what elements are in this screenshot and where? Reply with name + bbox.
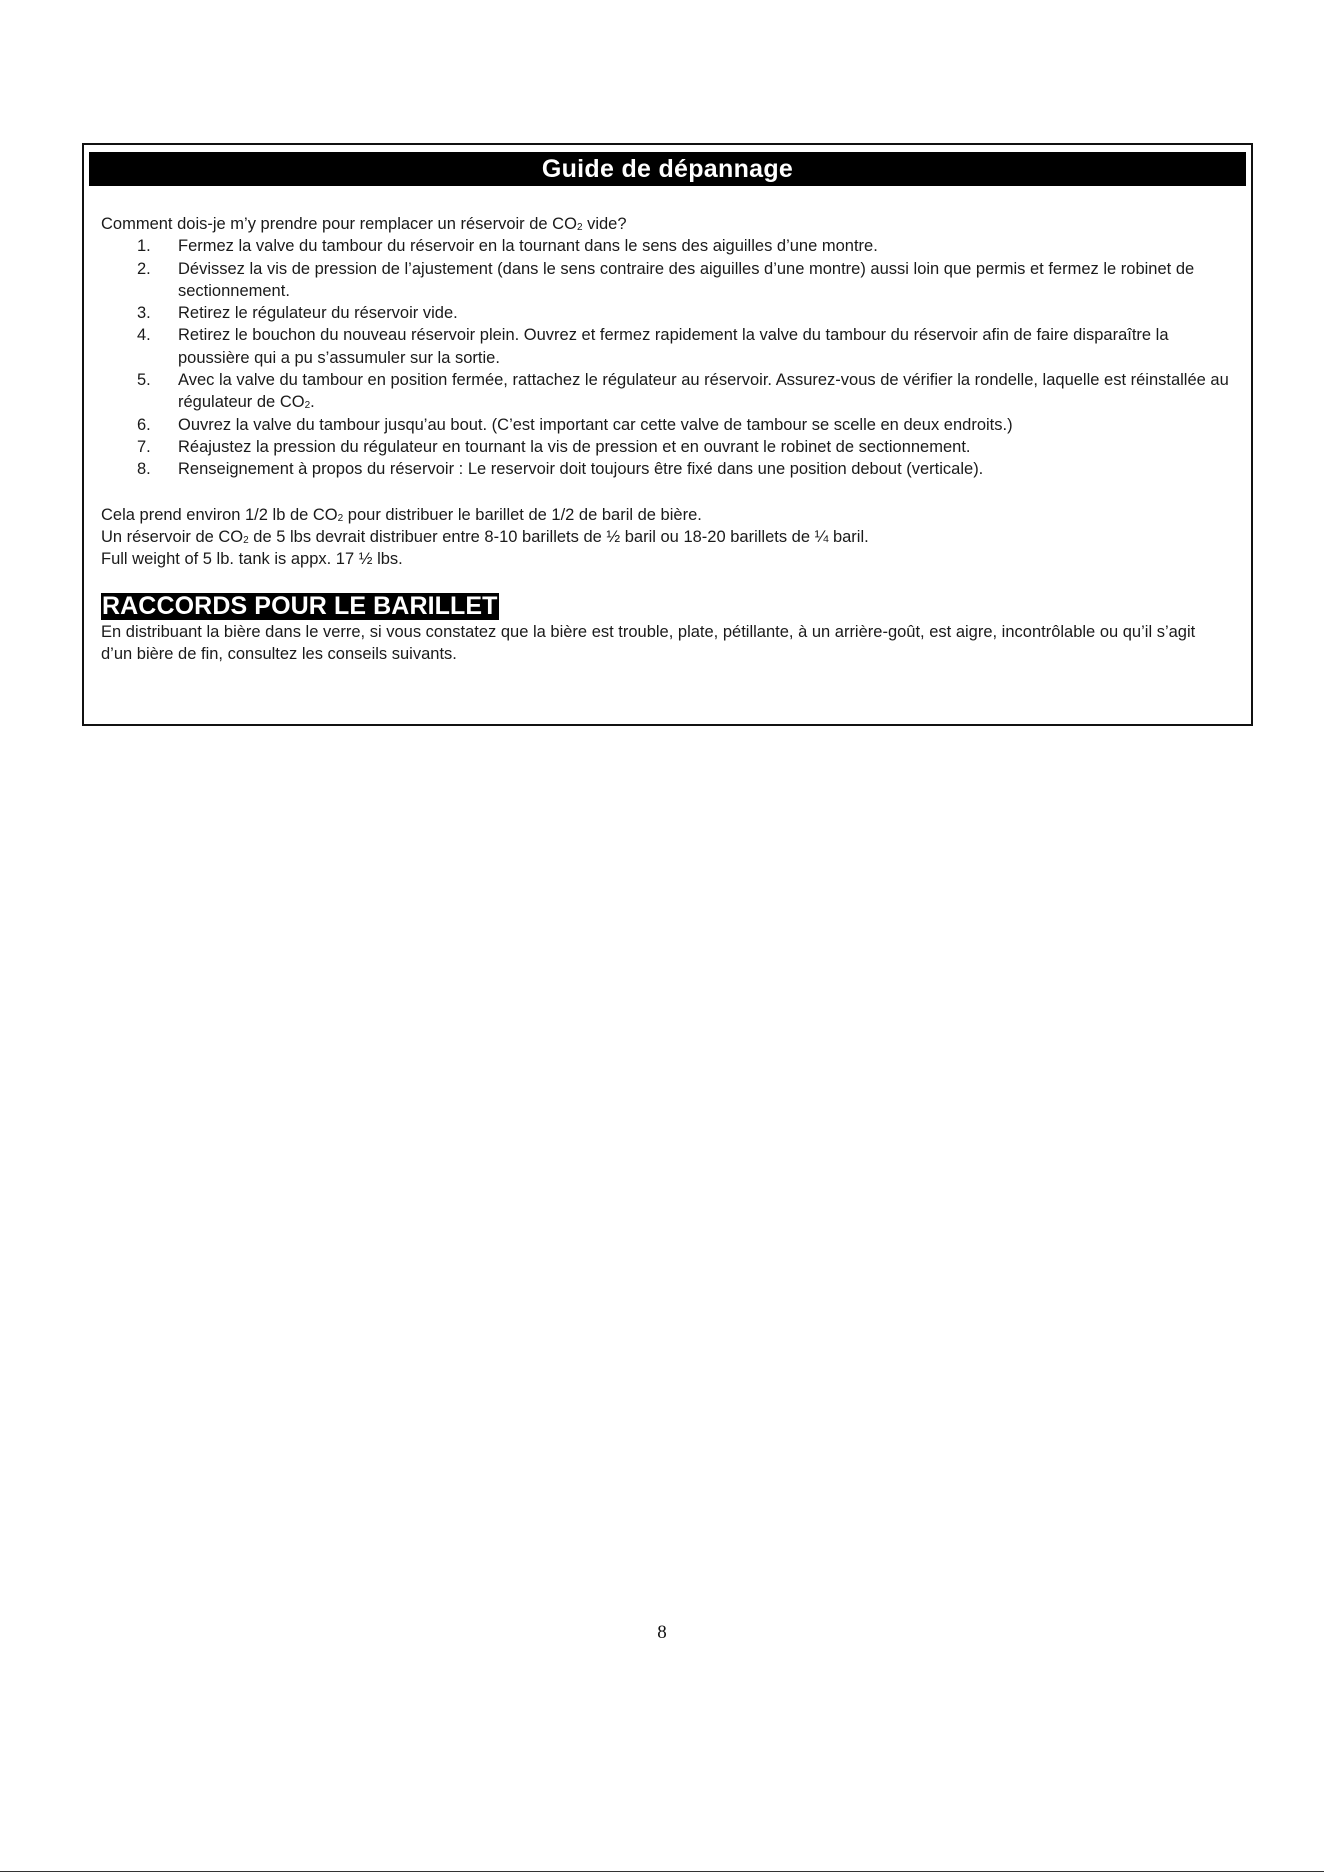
step-text: Retirez le régulateur du réservoir vide. <box>178 304 458 323</box>
procedure-steps <box>101 235 1229 480</box>
list-item <box>101 258 1229 303</box>
note-line <box>101 504 1229 526</box>
page-number: 8 <box>657 1622 667 1643</box>
section-heading: RACCORDS POUR LE BARILLET <box>102 592 498 621</box>
section-body: En distribuant la bière dans le verre, si vous constatez que la bière est trouble, plate, pétillante, à un arrière-goût, est aigre, incontrôlable ou qu’il s’agit d’un bière de fin, consultez les conseils suivants. <box>101 622 1196 664</box>
note-text: Un réservoir de CO <box>101 527 244 546</box>
list-item <box>101 324 1229 369</box>
question-text: Comment dois-je m’y prendre pour remplacer un réservoir de CO <box>101 215 577 233</box>
note-subscript: 2 <box>243 534 249 546</box>
troubleshooting-box <box>82 143 1253 726</box>
note-line <box>101 526 1229 548</box>
note-text: Cela prend environ 1/2 lb de CO <box>101 505 338 524</box>
list-item <box>101 414 1229 436</box>
note-line: Full weight of 5 lb. tank is appx. 17 ½ lbs. <box>101 550 403 569</box>
step-number: 7. <box>137 437 151 456</box>
procedure-question <box>101 213 1229 235</box>
step-subscript: 2 <box>304 400 311 412</box>
step-text: Ouvrez la valve du tambour jusqu’au bout. (C’est important car cette valve de tambour se scelle en deux endroits.) <box>178 415 1013 434</box>
step-number: 6. <box>137 415 151 434</box>
question-subscript: 2 <box>576 222 583 233</box>
step-number: 8. <box>137 460 151 479</box>
step-text: Retirez le bouchon du nouveau réservoir plein. Ouvrez et fermez rapidement la valve du tambour du réservoir afin de faire disparaître la poussière qui a pu s’assumuler sur la sortie. <box>178 326 1169 367</box>
page-title: Guide de dépannage <box>89 152 1246 186</box>
step-number: 2. <box>137 259 151 278</box>
step-number: 3. <box>137 304 151 323</box>
step-text: Renseignement à propos du réservoir : Le reservoir doit toujours être fixé dans une position debout (verticale). <box>178 460 984 479</box>
content-area <box>101 213 1229 665</box>
list-item <box>101 235 1229 257</box>
note-subscript: 2 <box>337 512 344 524</box>
list-item <box>101 436 1229 458</box>
step-number: 4. <box>137 326 151 345</box>
list-item <box>101 302 1229 324</box>
co2-notes <box>101 504 1229 571</box>
step-text-end: . <box>310 393 315 412</box>
list-item <box>101 458 1229 480</box>
step-text: Avec la valve du tambour en position fermée, rattachez le régulateur au réservoir. Assurez-vous de vérifier la rondelle, laquelle est réinstallée au régulateur de CO <box>178 371 1229 412</box>
step-number: 5. <box>137 371 151 390</box>
step-number: 1. <box>137 237 151 256</box>
note-text-end: pour distribuer le barillet de 1/2 de baril de bière. <box>343 505 702 524</box>
step-text: Fermez la valve du tambour du réservoir en la tournant dans le sens des aiguilles d’une montre. <box>178 237 878 256</box>
question-text-end: vide? <box>582 215 627 233</box>
note-text-end: de 5 lbs devrait distribuer entre 8-10 barillets de ½ baril ou 18-20 barillets de ¼ baril. <box>248 527 869 546</box>
step-text: Réajustez la pression du régulateur en tournant la vis de pression et en ouvrant le robinet de sectionnement. <box>178 437 971 456</box>
list-item <box>101 369 1229 414</box>
step-text: Dévissez la vis de pression de l’ajustement (dans le sens contraire des aiguilles d’une montre) aussi loin que permis et fermez le robinet de sectionnement. <box>178 259 1195 300</box>
